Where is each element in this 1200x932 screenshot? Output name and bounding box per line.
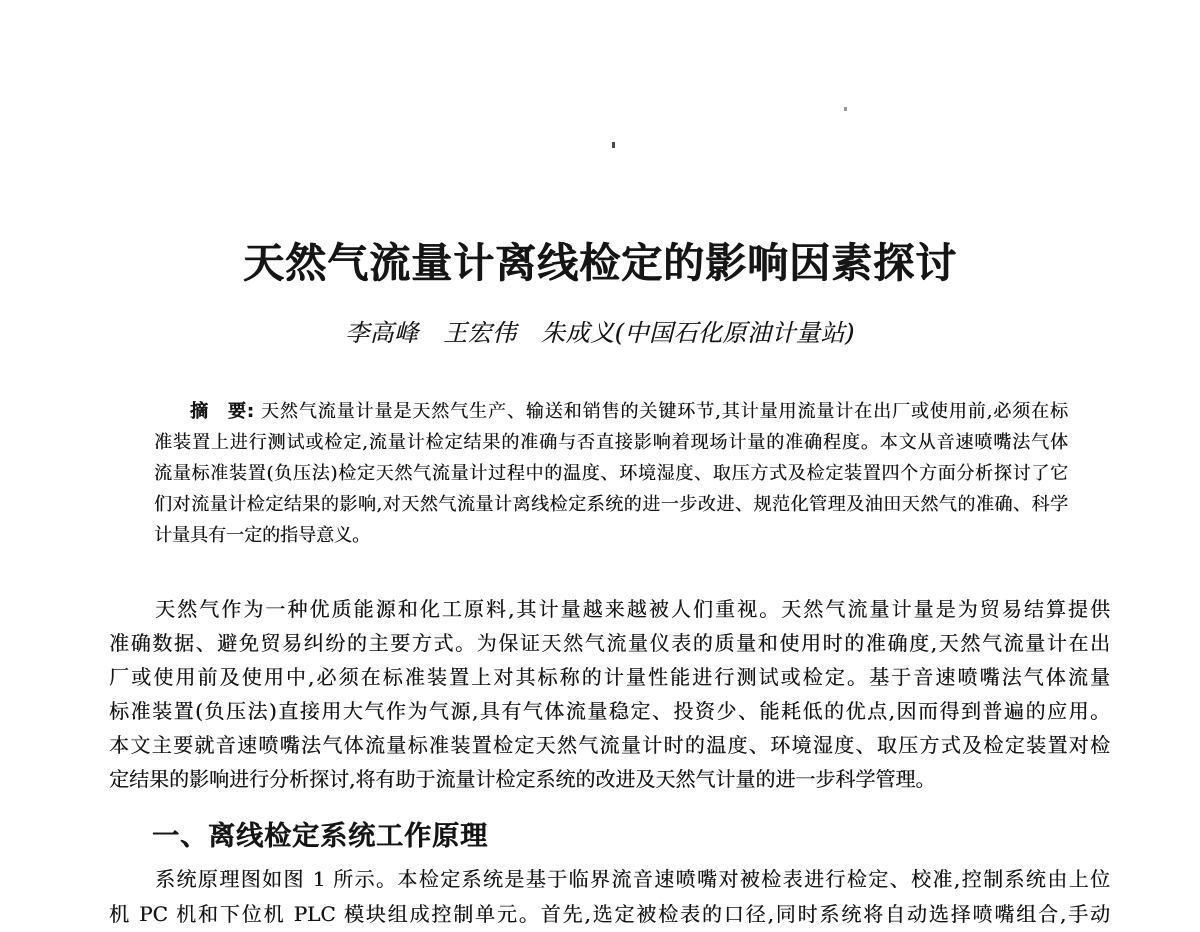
abstract-label: 摘 要:	[190, 401, 254, 422]
body-line: 厂或使用前及使用中,必须在标准装置上对其标称的计量性能进行测试或检定。基于音速喷嘴法气体流量	[109, 665, 1110, 689]
abstract-block	[154, 396, 1068, 551]
abstract-line-text: 天然气流量计量是天然气生产、输送和销售的关键环节,其计量用流量计在出厂或使用前,必须在标	[259, 401, 1068, 422]
abstract-line: 们对流量计检定结果的影响,对天然气流量计离线检定系统的进一步改进、规范化管理及油田天然气的准确、科学	[154, 494, 1068, 515]
section-heading: 一、离线检定系统工作原理	[152, 821, 488, 852]
body-line: 天然气作为一种优质能源和化工原料,其计量越来越被人们重视。天然气流量计量是为贸易结算提供	[155, 597, 1110, 621]
paragraph-2	[109, 862, 1110, 932]
abstract-line: 计量具有一定的指导意义。	[154, 525, 370, 546]
body-line: 准确数据、避免贸易纠纷的主要方式。为保证天然气流量仪表的质量和使用时的准确度,天然气流量计在出	[109, 631, 1110, 655]
body-line: 本文主要就音速喷嘴法气体流量标准装置检定天然气流量计时的温度、环境湿度、取压方式及检定装置对检	[109, 733, 1110, 757]
paper-title: 天然气流量计离线检定的影响因素探讨	[243, 239, 957, 287]
abstract-line: 准装置上进行测试或检定,流量计检定结果的准确与否直接影响着现场计量的准确程度。本文从音速喷嘴法气体	[154, 432, 1068, 453]
scan-speck	[844, 107, 847, 111]
body-line: 系统原理图如图 1 所示。本检定系统是基于临界流音速喷嘴对被检表进行检定、校准,控制系统由上位	[155, 867, 1110, 891]
paragraph-1	[109, 592, 1110, 796]
body-line: 定结果的影响进行分析探讨,将有助于流量计检定系统的改进及天然气计量的进一步科学管理。	[109, 767, 936, 791]
body-line: 机 PC 机和下位机 PLC 模块组成控制单元。首先,选定被检表的口径,同时系统将自动选择喷嘴组合,手动	[109, 902, 1110, 926]
scan-speck	[612, 142, 615, 148]
abstract-line: 流量标准装置(负压法)检定天然气流量计过程中的温度、环境湿度、取压方式及检定装置四个方面分析探讨了它	[154, 463, 1068, 484]
abstract-line	[154, 396, 1068, 427]
body-line: 标准装置(负压法)直接用大气作为气源,具有气体流量稳定、投资少、能耗低的优点,因而得到普遍的应用。	[109, 699, 1110, 723]
authors-line: 李高峰 王宏伟 朱成义(中国石化原油计量站)	[345, 319, 855, 347]
